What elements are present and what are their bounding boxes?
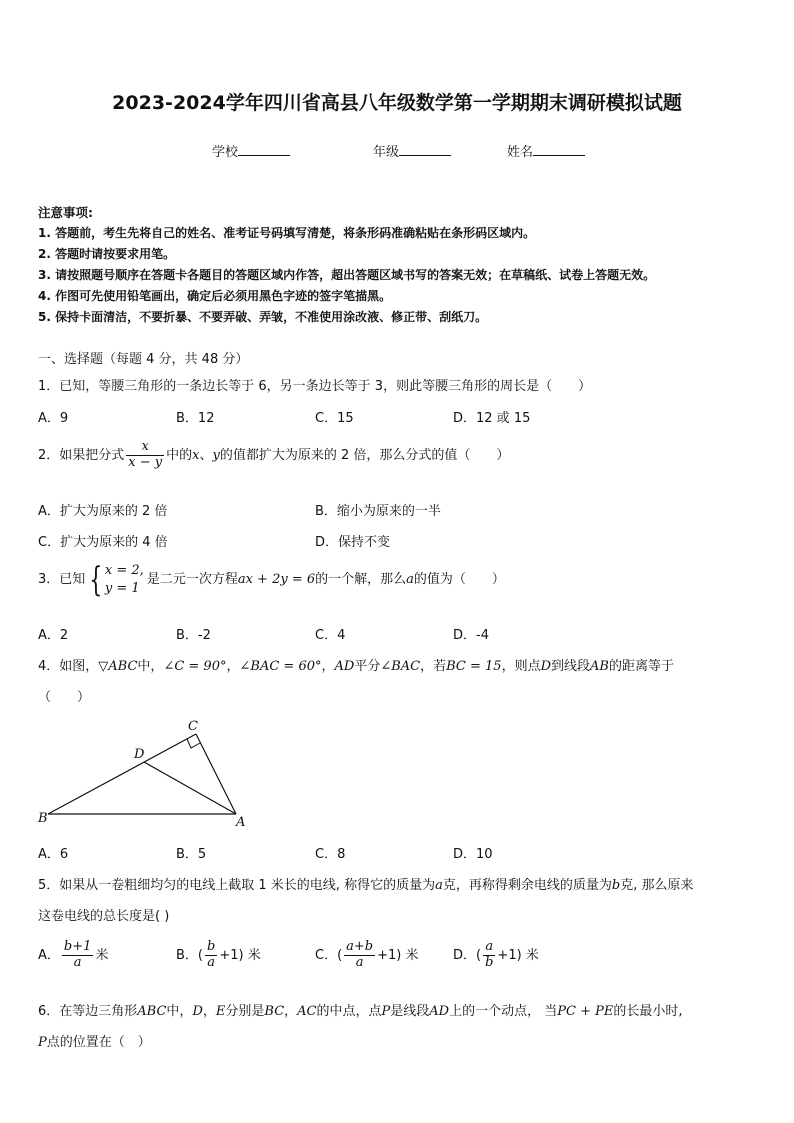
q2-option-a[interactable]: A．扩大为原来的 2 倍	[38, 504, 168, 519]
note-item: 5. 保持卡面清洁，不要折暴、不要弄破、弄皱，不准使用涂改液、修正带、刮纸刀。	[38, 310, 488, 324]
question-2: 2．如果把分式 $\frac{x}{x - y}$ 中的x、y的值都扩大为原来的 2 倍，那么分式的值（ ）	[38, 439, 510, 470]
q5-option-b[interactable]: B．( $\frac{b}{a}$ +1) 米	[176, 939, 261, 970]
q3-option-b[interactable]: B．-2	[176, 628, 211, 643]
question-6: 6．在等边三角形ABC中，D，E分别是BC，AC的中点，点P是线段AD上的一个动点， 当PC + PE的长最小时,	[38, 1004, 683, 1019]
q1-option-d[interactable]: D．12 或 15	[453, 411, 531, 426]
segment-ca	[196, 734, 236, 814]
q4-option-a[interactable]: A．6	[38, 847, 69, 862]
q5-option-a[interactable]: A． $\frac{b+1}{a}$ 米	[38, 939, 109, 970]
section-heading: 一、选择题（每题 4 分，共 48 分）	[38, 352, 249, 367]
note-item: 1. 答题前，考生先将自己的姓名、准考证号码填写清楚，将条形码准确粘贴在条形码区域内。	[38, 226, 536, 240]
q3-option-c[interactable]: C．4	[315, 628, 346, 643]
segment-ad	[144, 762, 236, 814]
q1-option-c[interactable]: C．15	[315, 411, 354, 426]
fraction: $\frac{x}{x - y}$	[128, 439, 163, 470]
question-1: 1．已知，等腰三角形的一条边长等于 6，另一条边长等于 3，则此等腰三角形的周长是（ ）	[38, 379, 592, 394]
note-item: 2. 答题时请按要求用笔。	[38, 247, 176, 261]
grade-field[interactable]: 年级	[373, 141, 451, 160]
label-c: C	[188, 719, 198, 734]
q2-option-d[interactable]: D．保持不变	[315, 535, 391, 550]
notes-heading: 注意事项:	[38, 205, 93, 220]
question-5-line2: 这卷电线的总长度是( )	[38, 909, 170, 924]
q5-option-c[interactable]: C．( $\frac{a+b}{a}$ +1) 米	[315, 939, 419, 970]
q4-option-c[interactable]: C．8	[315, 847, 346, 862]
question-3: 3．已知 { x = 2, y = 1 是二元一次方程ax + 2y = 6的一个解，那么a的值为（ ）	[38, 559, 505, 600]
q3-option-a[interactable]: A．2	[38, 628, 69, 643]
q2-option-c[interactable]: C．扩大为原来的 4 倍	[38, 535, 168, 550]
q4-option-b[interactable]: B．5	[176, 847, 207, 862]
label-b: B	[38, 811, 48, 826]
q1-option-a[interactable]: A．9	[38, 411, 69, 426]
label-d: D	[134, 747, 145, 762]
right-angle-mark	[187, 739, 200, 748]
q1-option-b[interactable]: B．12	[176, 411, 215, 426]
page-title: 2023-2024学年四川省高县八年级数学第一学期期末调研模拟试题	[112, 92, 682, 114]
segment-bc	[48, 734, 196, 814]
note-item: 3. 请按照题号顺序在答题卡各题目的答题区域内作答，超出答题区域书写的答案无效；在草稿纸、试卷上答题无效。	[38, 268, 656, 282]
question-6-line2: P点的位置在（ ）	[38, 1035, 151, 1050]
note-item: 4. 作图可先使用铅笔画出，确定后必须用黑色字迹的签字笔描黑。	[38, 289, 392, 303]
label-a: A	[236, 815, 246, 830]
question-4: 4．如图，▽ABC中，∠C = 90°，∠BAC = 60°，AD平分∠BAC，若BC = 15，则点D到线段AB的距离等于	[38, 659, 675, 674]
q3-option-d[interactable]: D．-4	[453, 628, 489, 643]
q2-option-b[interactable]: B．缩小为原来的一半	[315, 504, 441, 519]
question-5: 5．如果从一卷粗细均匀的电线上截取 1 米长的电线, 称得它的质量为a克，再称得剩余电线的质量为b克, 那么原来	[38, 878, 694, 893]
q5-option-d[interactable]: D．( $\frac{a}{b}$ +1) 米	[453, 939, 539, 970]
q4-option-d[interactable]: D．10	[453, 847, 493, 862]
question-4-blank: （ ）	[38, 690, 91, 705]
equation-system: x = 2, y = 1	[104, 563, 144, 596]
triangle-figure	[30, 712, 270, 832]
name-field[interactable]: 姓名	[507, 141, 585, 160]
school-field[interactable]: 学校	[212, 141, 290, 160]
